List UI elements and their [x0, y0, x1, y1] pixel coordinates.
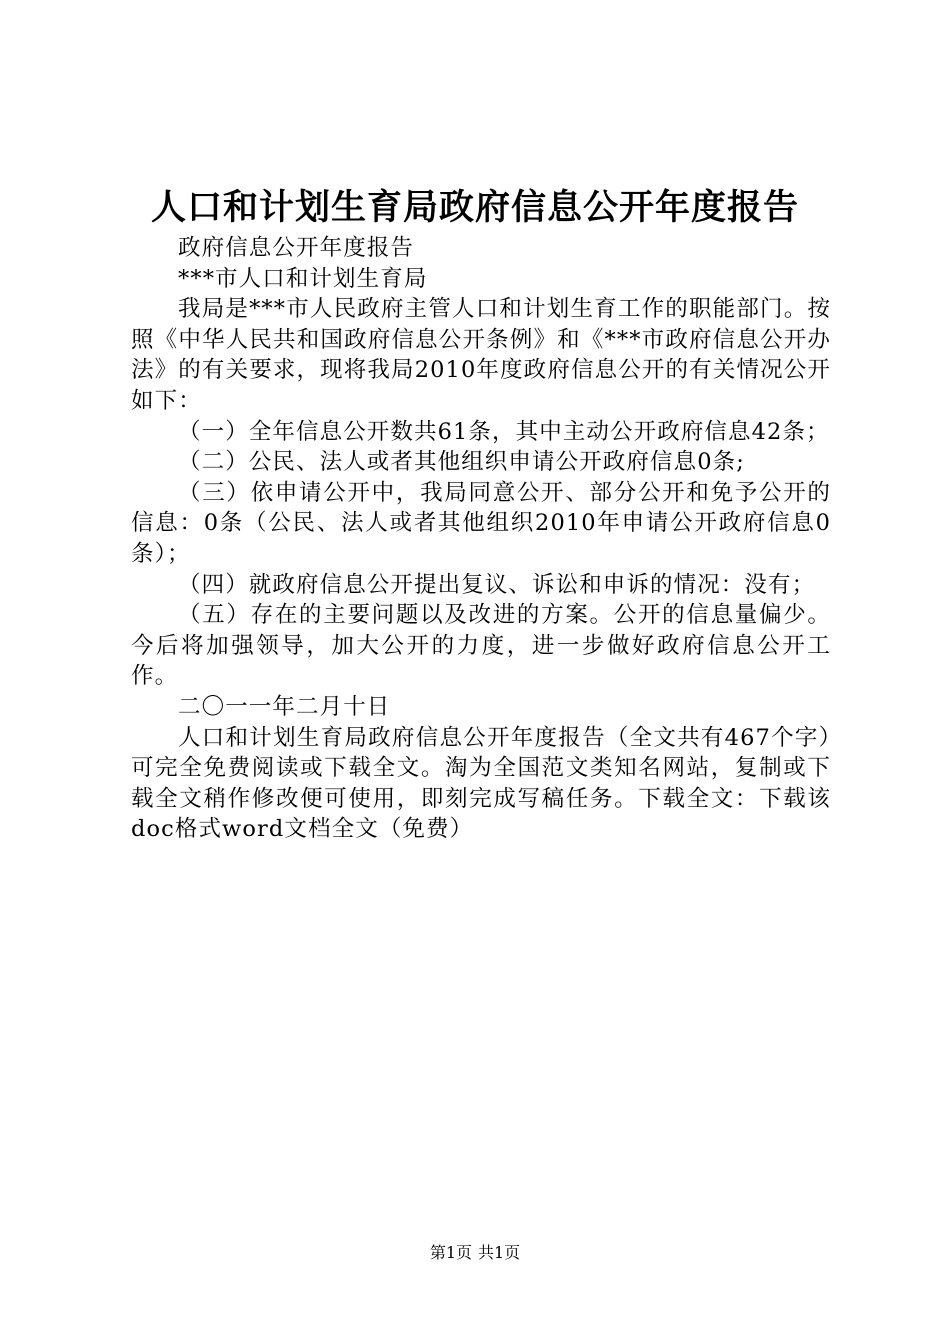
item-two: （二）公民、法人或者其他组织申请公开政府信息0条; [178, 449, 745, 476]
page-number: 第1页 [429, 1243, 472, 1262]
download-note: 人口和计划生育局政府信息公开年度报告（全文共有467个字）可完全免费阅读或下载全文。淘为全国范文类知名网站，复制或下载全文稍作修改便可使用，即刻完成写稿任务。下载全文：下载该doc格式word文档全文（免费） [131, 724, 831, 843]
date-line: 二〇一一年二月十日 [178, 693, 391, 720]
subtitle-report: 政府信息公开年度报告 [178, 235, 415, 261]
item-four: （四）就政府信息公开提出复议、诉讼和申诉的情况：没有； [178, 571, 816, 598]
page-footer [0, 1242, 950, 1264]
intro-paragraph: 我局是***市人民政府主管人口和计划生育工作的职能部门。按照《中华人民共和国政府信息公开条例》和《***市政府信息公开办法》的有关要求，现将我局2010年度政府信息公开的有关情况公开如下： [131, 296, 831, 414]
document-body [131, 233, 831, 845]
page-total: 共1页 [478, 1243, 521, 1262]
document-title: 人口和计划生育局政府信息公开年度报告 [150, 188, 799, 228]
item-one: （一）全年信息公开数共61条，其中主动公开政府信息42条； [178, 418, 830, 445]
subtitle-bureau: ***市人口和计划生育局 [178, 265, 428, 292]
item-three: （三）依申请公开中，我局同意公开、部分公开和免予公开的信息：0条（公民、法人或者其他组织2010年申请公开政府信息0条）； [131, 479, 831, 567]
item-five: （五）存在的主要问题以及改进的方案。公开的信息量偏少。今后将加强领导，加大公开的力度，进一步做好政府信息公开工作。 [131, 602, 831, 690]
